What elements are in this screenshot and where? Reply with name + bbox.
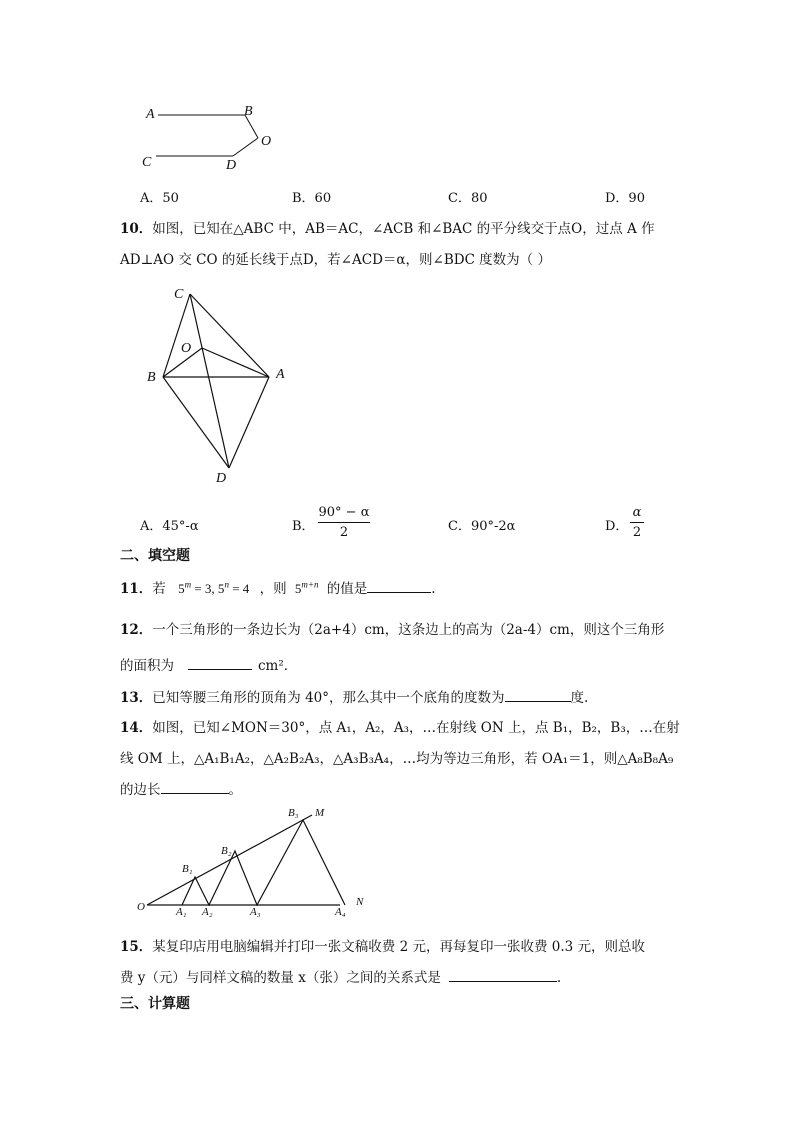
q14-answer-blank[interactable] <box>161 779 229 794</box>
fig3-label-b2: B₂ <box>221 845 232 857</box>
q10-option-d-prefix: D． <box>605 519 629 534</box>
q15-text-line2 <box>120 966 561 986</box>
q10-option-a: A．45°-α <box>140 519 199 534</box>
q10-option-c: C．90°-2α <box>448 519 516 534</box>
fig3-label-a3: A₃ <box>250 906 261 918</box>
q10-option-d-numerator: α <box>632 505 642 520</box>
q15-answer-blank[interactable] <box>449 967 557 982</box>
q11-pre: 若 <box>152 581 166 597</box>
q15-line2: 费 y（元）与同样文稿的数量 x（张）之间的关系式是 <box>120 970 441 986</box>
fig3-label-a4: A₄ <box>335 906 346 918</box>
q10-option-d-fraction <box>630 505 644 540</box>
q15-text-line1 <box>120 935 645 955</box>
q12-text-line1 <box>120 618 664 638</box>
fig3-label-a1: A₁ <box>176 906 187 918</box>
section-fill-in-title: 二、填空题 <box>120 548 190 564</box>
q14-number: 14． <box>120 720 153 736</box>
q14-text-line3 <box>120 778 242 798</box>
fig1-label-c: C <box>142 155 152 170</box>
q11-post: 的值是 <box>326 581 368 597</box>
fig3-label-o: O <box>137 901 145 913</box>
q14-text-line1 <box>120 716 680 736</box>
q12-line2: 的面积为 <box>120 658 174 674</box>
q12-unit: cm²． <box>258 658 298 674</box>
fig3-label-b3: B₃ <box>288 807 299 819</box>
q12-line1: 一个三角形的一条边长为（2a+4）cm，这条边上的高为（2a-4）cm，则这个三角形 <box>152 622 665 638</box>
fig2-label-c: C <box>174 287 184 302</box>
fig2-label-b: B <box>147 370 156 385</box>
fig1-label-b: B <box>244 104 253 119</box>
q10-line2: AD⊥AO 交 CO 的延长线于点D，若∠ACD＝α，则∠BDC 度数为（ ） <box>120 252 551 268</box>
section-calculation-title: 三、计算题 <box>120 996 190 1012</box>
fig2-label-d: D <box>216 471 227 486</box>
q13-number: 13． <box>120 690 153 706</box>
fig3-label-a2: A₂ <box>202 906 213 918</box>
q9-option-b: B．60 <box>292 191 332 206</box>
q12-answer-blank[interactable] <box>188 655 252 670</box>
q15-period: . <box>556 970 562 986</box>
q15-line1: 某复印店用电脑编辑并打印一张文稿收费 2 元，再每复印一张收费 0.3 元，则总收 <box>152 939 646 955</box>
q10-option-b-prefix: B． <box>292 519 315 534</box>
q11-number: 11． <box>120 581 153 597</box>
q10-line1: 如图，已知在△ABC 中，AB＝AC，∠ACB 和∠BAC 的平分线交于点O，过点 A 作 <box>152 221 655 237</box>
q10-option-b-denominator: 2 <box>339 525 349 540</box>
fig3-label-m: M <box>315 807 325 819</box>
q10-number: 10． <box>120 221 153 237</box>
fig2-label-o: O <box>181 341 192 356</box>
q10-option-d-denominator: 2 <box>632 525 642 540</box>
figure-triangle-abcd <box>140 280 300 490</box>
q14-line3-end: 。 <box>228 782 242 798</box>
q14-line3: 的边长 <box>120 782 161 798</box>
q11-expression: $5^m = 3$, $5^n = 4$ <box>178 579 250 596</box>
q15-number: 15． <box>120 939 153 955</box>
q9-option-c: C．80 <box>448 191 488 206</box>
q12-text-line2 <box>120 654 297 674</box>
q10-option-b-numerator: 90° − α <box>318 505 370 520</box>
q14-line1: 如图，已知∠MON＝30°，点 A₁，A₂，A₃，…在射线 ON 上，点 B₁，B₂，B₃，…在射 <box>152 720 680 736</box>
q13-line: 已知等腰三角形的顶角为 40°，那么其中一个底角的度数为 <box>152 690 505 706</box>
q11-answer-blank[interactable] <box>367 578 431 593</box>
q9-option-d: D．90 <box>605 191 645 206</box>
q13-text <box>120 686 588 706</box>
fig1-label-a: A <box>146 107 155 122</box>
fig1-label-d: D <box>226 158 237 173</box>
figure-equilateral-chain <box>140 805 370 920</box>
q13-answer-blank[interactable] <box>505 687 571 702</box>
q13-unit: 度. <box>570 690 589 706</box>
q14-line2: 线 OM 上，△A₁B₁A₂，△A₂B₂A₃，△A₃B₃A₄，…均为等边三角形，若 OA₁＝1，则△A₈B₈A₉ <box>120 751 674 767</box>
fig1-label-o: O <box>261 134 272 149</box>
fig3-label-n: N <box>356 896 364 908</box>
q10-option-b-fraction <box>318 505 370 540</box>
q12-number: 12． <box>120 622 153 638</box>
q11-text <box>120 577 436 597</box>
q11-expression2: $5^{m+n}$ <box>294 579 319 596</box>
q9-option-a: A．50 <box>140 191 179 206</box>
fig3-label-b1: B₁ <box>182 863 193 875</box>
q11-period: . <box>431 581 436 597</box>
fig2-label-a: A <box>276 367 285 382</box>
q11-pre2: ，则 <box>259 581 287 597</box>
q10-text-line1 <box>120 217 655 237</box>
